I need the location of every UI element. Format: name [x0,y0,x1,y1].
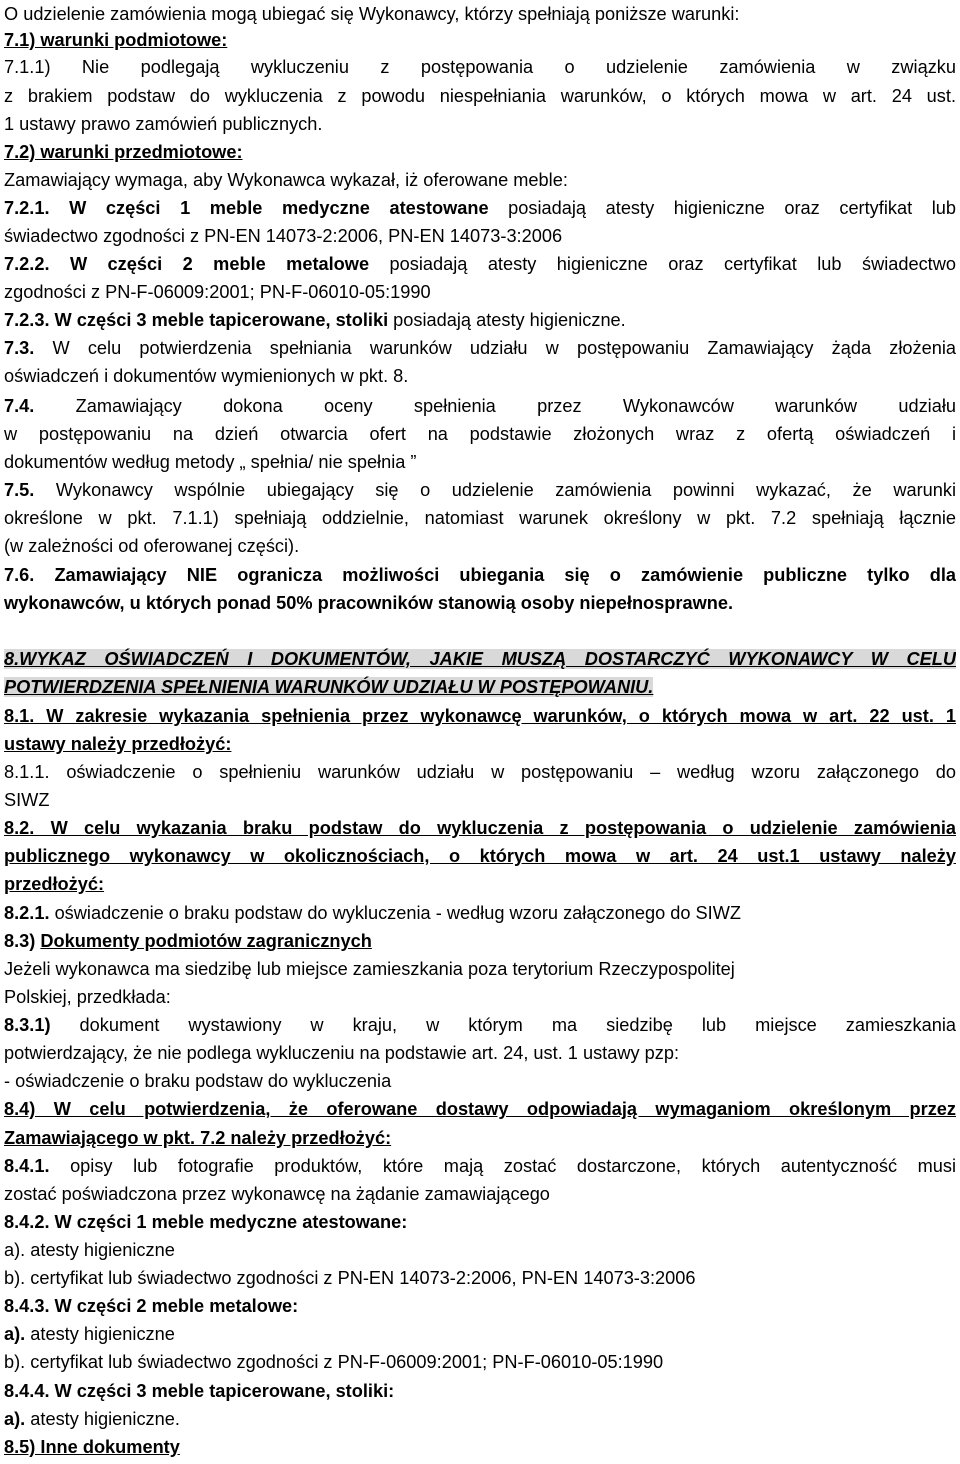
text-line [4,561,956,589]
heading-8-5 [4,1433,956,1461]
paragraph-text: Polskiej, przedkłada: [4,987,171,1007]
item-label: 8.2.1. [4,903,50,923]
section-heading-text: POTWIERDZENIA SPEŁNIENIA WARUNKÓW UDZIAŁU W POSTĘPOWANIU. [4,677,654,697]
text-line [4,1011,956,1039]
heading-text: 8.1. W zakresie wykazania spełnienia przez wykonawcę warunków, o których mowa w art. 22 ust. 1 [4,706,956,726]
item-label: 7.3. [4,338,35,358]
heading-8-1 [4,702,956,730]
text-line [4,1348,956,1376]
bold-paragraph-text: 7.6. Zamawiający NIE ogranicza możliwości ubiegania się o zamówienie publiczne tylko dla [4,565,956,585]
paragraph-text: (w zależności od oferowanej części). [4,536,300,556]
intro-text: O udzielenie zamówienia mogą ubiegać się Wykonawcy, którzy spełniają poniższe warunki: [4,4,740,24]
text-line [4,448,956,476]
heading-text: przedłożyć: [4,874,105,894]
heading-text: Dokumenty podmiotów zagranicznych [40,931,372,951]
text-line [4,1180,956,1208]
paragraph-text: z brakiem podstaw do wykluczenia z powodu niespełniania warunków, o których mowa w art. 24 ust. [4,86,956,106]
bold-paragraph-text: 8.4.3. W części 2 meble metalowe: [4,1296,299,1316]
heading-8-1 [4,730,956,758]
text-line [4,983,956,1011]
text-line [4,420,956,448]
paragraph-text: 1 ustawy prawo zamówień publicznych. [4,114,323,134]
heading-text: Zamawiającego w pkt. 7.2 należy przedłożyć: [4,1128,392,1148]
text-line [4,53,956,81]
heading-7-2 [4,138,956,166]
text-line [4,194,956,222]
text-line [4,392,956,420]
text-line [4,334,956,362]
bold-paragraph-text: wykonawców, u których ponad 50% pracowników stanowią osoby niepełnosprawne. [4,593,734,613]
paragraph-text: b). certyfikat lub świadectwo zgodności z PN-EN 14073-2:2006, PN-EN 14073-3:2006 [4,1268,696,1288]
heading-8-2 [4,842,956,870]
text-line [4,955,956,983]
text-line [4,1208,956,1236]
text-line [4,532,956,560]
item-text: oświadczenie o braku podstaw do wykluczenia - według wzoru załączonego do SIWZ [49,903,741,923]
item-text: Wykonawcy wspólnie ubiegający się o udzielenie zamówienia powinni wykazać, że warunki [34,480,956,500]
heading-7-1 [4,26,956,54]
item-text: posiadają atesty higieniczne oraz certyfikat lub świadectwo [369,254,956,274]
text-line [4,82,956,110]
heading-8-2 [4,870,956,898]
text-line [4,476,956,504]
heading-text: 8.2. W celu wykazania braku podstaw do wykluczenia z postępowania o udzielenie zamówienia [4,818,956,838]
item-text: posiadają atesty higieniczne. [388,310,626,330]
text-line [4,1320,956,1348]
section-8-heading [4,673,956,701]
paragraph-text: potwierdzający, że nie podlega wykluczeniu na podstawie art. 24, ust. 1 ustawy pzp: [4,1043,679,1063]
text-line [4,166,956,194]
text-line [4,786,956,814]
item-label: 8.3) [4,931,41,951]
item-text: atesty higieniczne. [25,1409,180,1429]
bold-paragraph-text: 8.4.2. W części 1 meble medyczne atestowane: [4,1212,408,1232]
heading-8-4 [4,1095,956,1123]
heading-text: publicznego wykonawcy w okolicznościach, o których mowa w art. 24 ust.1 ustawy należy [4,846,956,866]
item-text: Zamawiający dokona oceny spełnienia przez Wykonawców warunków udziału [34,396,956,416]
item-label: a). [4,1324,26,1344]
item-label: 7.4. [4,396,35,416]
text-line [4,1405,956,1433]
text-line [4,0,956,28]
heading-8-4 [4,1124,956,1152]
item-label: a). [4,1409,26,1429]
item-text: atesty higieniczne [25,1324,175,1344]
section-heading-text: 8.WYKAZ OŚWIADCZEŃ I DOKUMENTÓW, JAKIE MUSZĄ DOSTARCZYĆ WYKONAWCY W CELU [4,649,956,669]
paragraph-text: określone w pkt. 7.1.1) spełniają oddzielnie, natomiast warunek określony w pkt. 7.2 spełniają łącznie [4,508,956,528]
section-8-heading [4,645,956,673]
paragraph-text: w postępowaniu na dzień otwarcia ofert na podstawie złożonych wraz z ofertą oświadczeń i [4,424,956,444]
heading-text: 8.4) W celu potwierdzenia, że oferowane dostawy odpowiadają wymaganiom określonym przez [4,1099,956,1119]
item-text: W celu potwierdzenia spełniania warunków udziału w postępowaniu Zamawiający żąda złożenia [34,338,956,358]
item-text: posiadają atesty higieniczne oraz certyfikat lub [488,198,956,218]
heading-text: 8.5) Inne dokumenty [4,1437,180,1457]
item-label: 8.4.1. [4,1156,50,1176]
text-line [4,110,956,138]
heading-text: 7.1) warunki podmiotowe: [4,30,228,50]
heading-text: ustawy należy przedłożyć: [4,734,232,754]
paragraph-text: - oświadczenie o braku podstaw do wykluczenia [4,1071,392,1091]
text-line [4,504,956,532]
text-line [4,222,956,250]
paragraph-text: a). atesty higieniczne [4,1240,175,1260]
item-text: opisy lub fotografie produktów, które mają zostać dostarczone, których autentyczność musi [49,1156,956,1176]
text-line [4,1236,956,1264]
item-label: 7.2.3. W części 3 meble tapicerowane, stoliki [4,310,389,330]
item-text: dokument wystawiony w kraju, w którym ma siedzibę lub miejsce zamieszkania [50,1015,956,1035]
paragraph-text: b). certyfikat lub świadectwo zgodności z PN-F-06009:2001; PN-F-06010-05:1990 [4,1352,664,1372]
text-line [4,1292,956,1320]
text-line [4,1067,956,1095]
item-label: 7.5. [4,480,35,500]
text-line [4,250,956,278]
paragraph-text: zgodności z PN-F-06009:2001; PN-F-06010-05:1990 [4,282,431,302]
text-line [4,758,956,786]
text-line [4,362,956,390]
text-line [4,1039,956,1067]
heading-8-3 [4,927,956,955]
paragraph-text: zostać poświadczona przez wykonawcę na żądanie zamawiającego [4,1184,550,1204]
heading-text: 7.2) warunki przedmiotowe: [4,142,243,162]
paragraph-text: Jeżeli wykonawca ma siedzibę lub miejsce zamieszkania poza terytorium Rzeczypospolitej [4,959,735,979]
text-line [4,1264,956,1292]
paragraph-text: Zamawiający wymaga, aby Wykonawca wykazał, iż oferowane meble: [4,170,568,190]
paragraph-text: oświadczeń i dokumentów wymienionych w pkt. 8. [4,366,409,386]
item-label: 8.3.1) [4,1015,51,1035]
paragraph-text: 8.1.1. oświadczenie o spełnieniu warunków udziału w postępowaniu – według wzoru załączonego do [4,762,956,782]
bold-paragraph-text: 8.4.4. W części 3 meble tapicerowane, stoliki: [4,1381,395,1401]
paragraph-text: 7.1.1) Nie podlegają wykluczeniu z postępowania o udzielenie zamówienia w związku [4,57,956,77]
paragraph-text: świadectwo zgodności z PN-EN 14073-2:2006, PN-EN 14073-3:2006 [4,226,563,246]
paragraph-text: dokumentów według metody „ spełnia/ nie spełnia ” [4,452,417,472]
item-label: 7.2.1. W części 1 meble medyczne atestowane [4,198,489,218]
text-line [4,589,956,617]
text-line [4,899,956,927]
text-line [4,278,956,306]
heading-8-2 [4,814,956,842]
item-label: 7.2.2. W części 2 meble metalowe [4,254,370,274]
paragraph-text: SIWZ [4,790,50,810]
text-line [4,1152,956,1180]
text-line [4,1377,956,1405]
text-line [4,306,956,334]
